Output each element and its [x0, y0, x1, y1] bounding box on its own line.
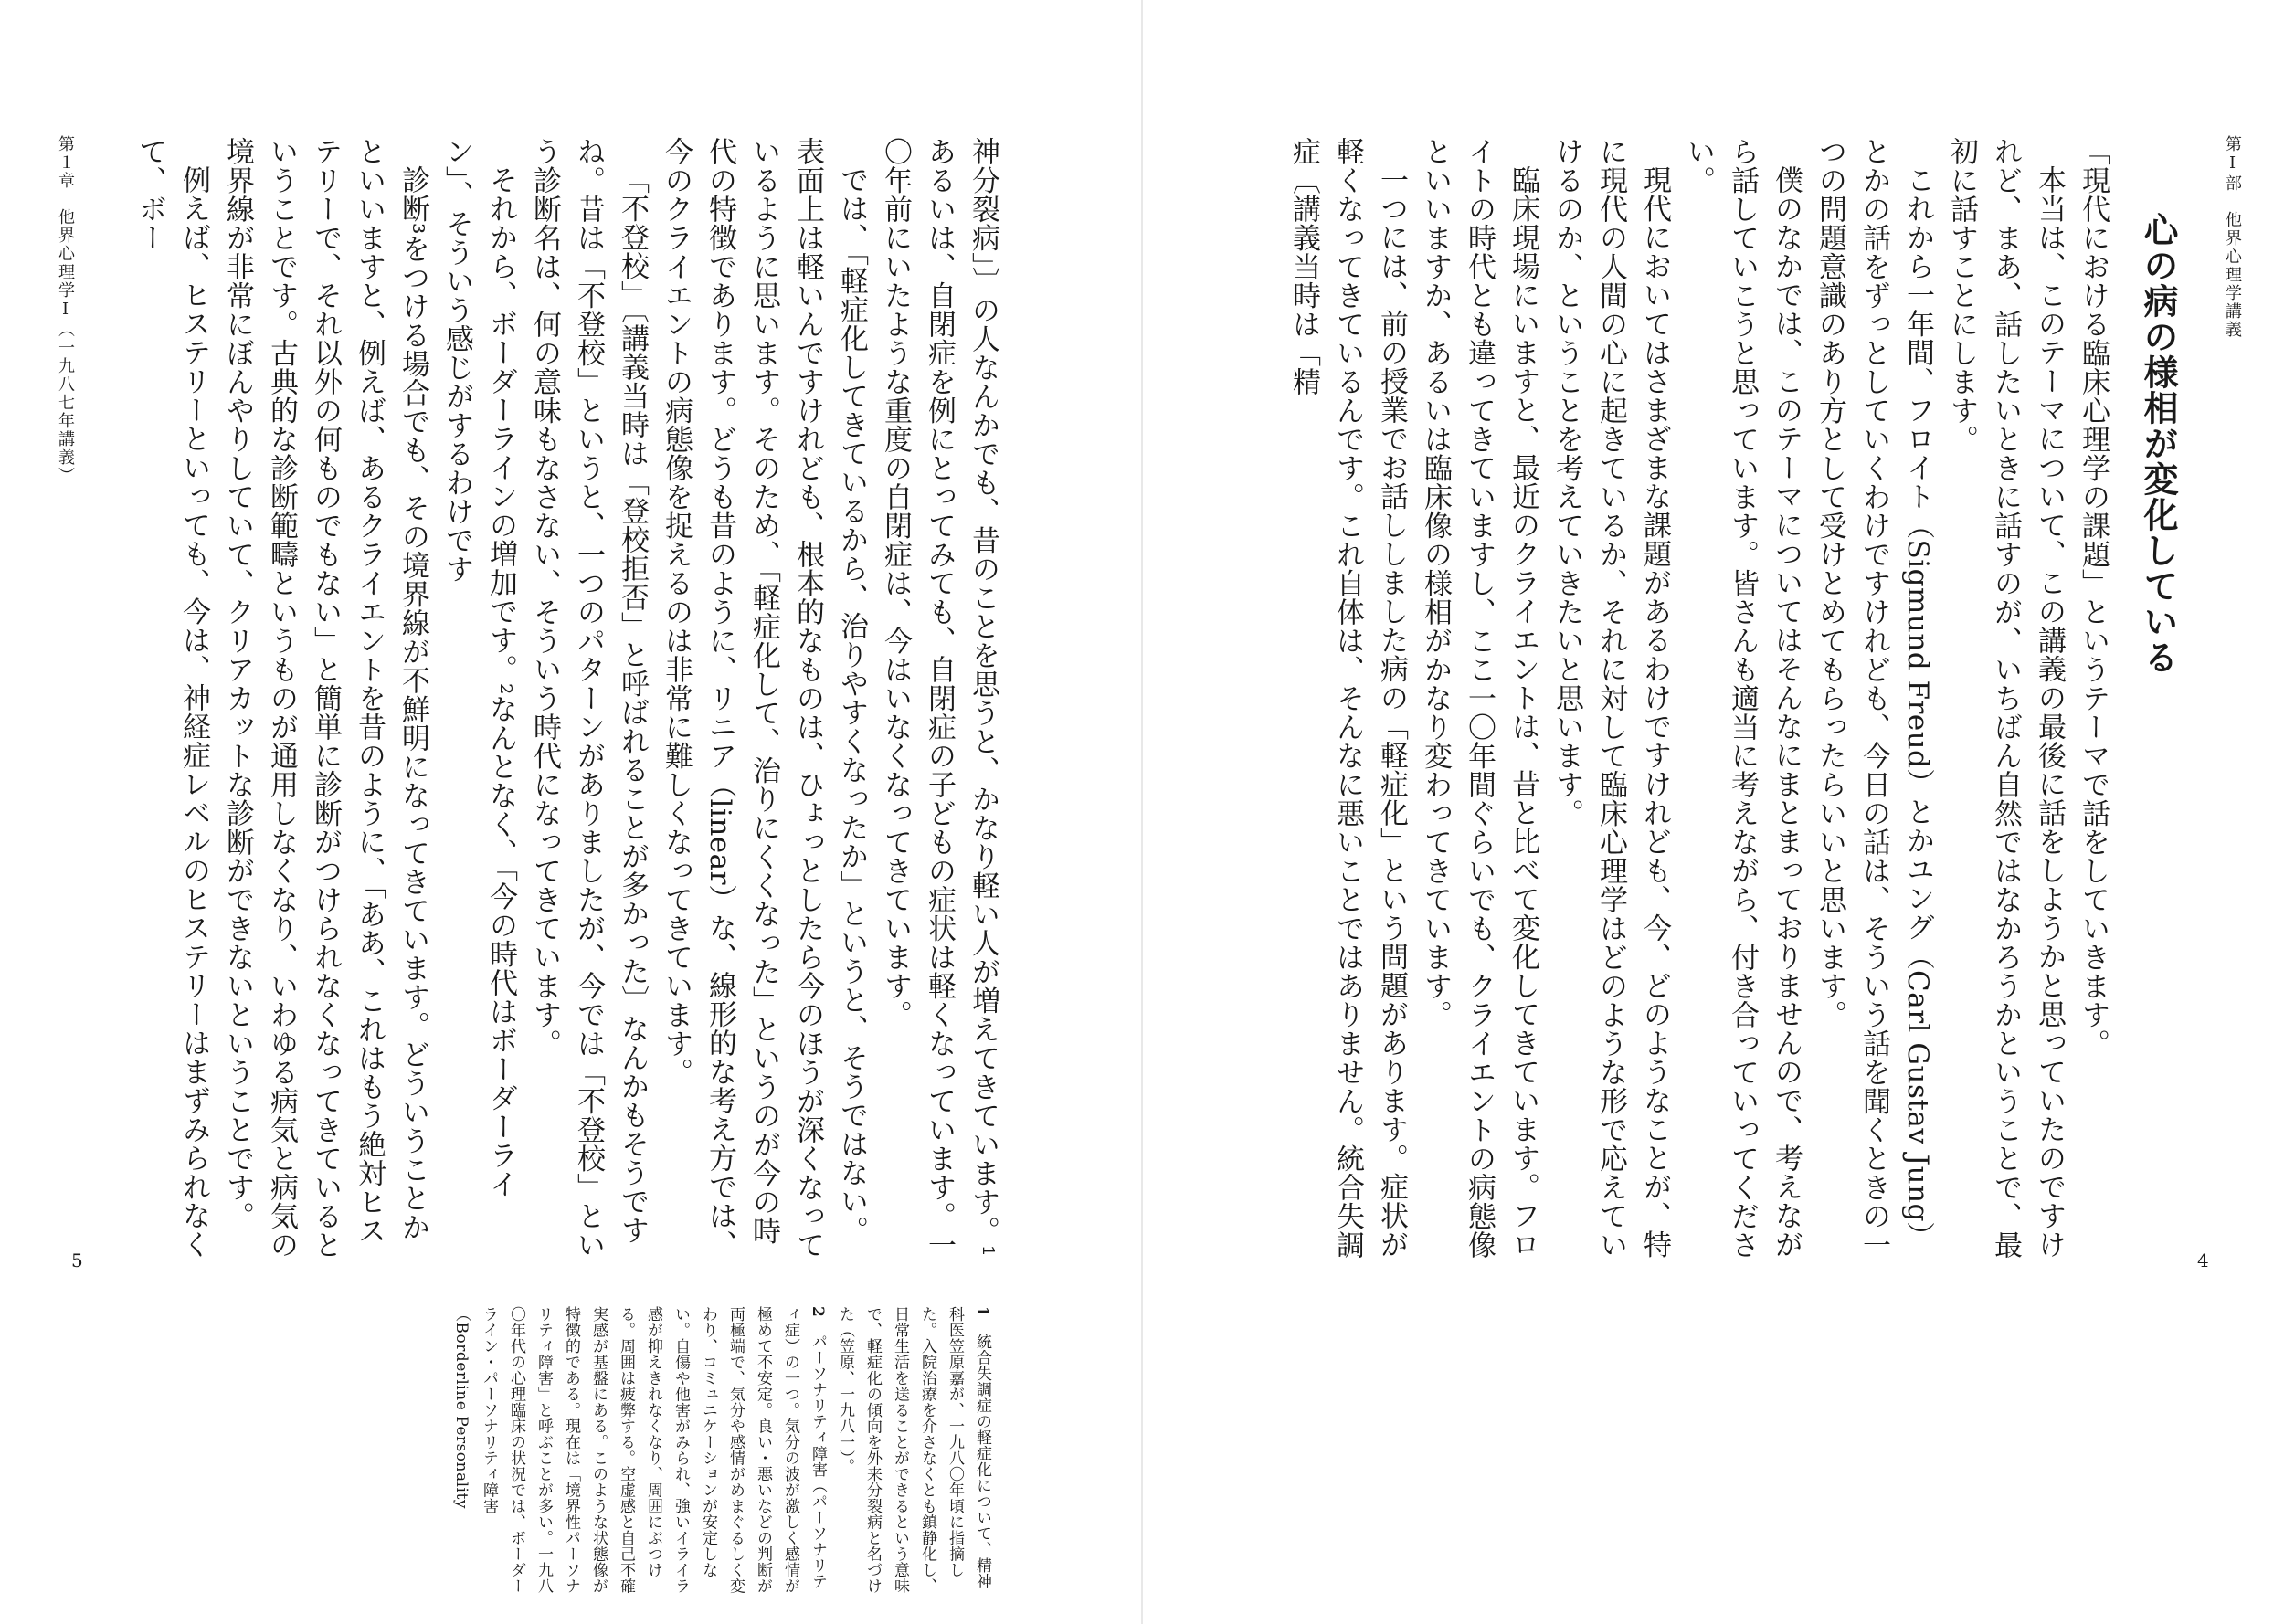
paragraph: 「現代における臨床心理学の課題」というテーマで話をしていきます。 [2077, 137, 2110, 1058]
footnote-number: 1 [973, 1306, 991, 1318]
paragraph: では、「軽症化してきているから、治りやすくなったか」というと、そうではない。表面上は軽いんですけれども、根本的なものは、ひょっとしたら今のほうが深くなっているように思います。そのため、「軽症化して、治りにくくなった」というのが今の時代の特徴であります。どうも昔のように、リニア（linear）な、線形的な考え方では、今のクライエントの病態像を捉えるのは非常に難しくなってきています。 [660, 137, 868, 1260]
paragraph: 臨床現場にいますと、最近のクライエントは、昔と比べて変化してきています。フロイトの時代とも違ってきていますし、ここ一〇年間ぐらいでも、クライエントの病態像といいますか、あるいは臨床像の様相がかなり変わってきています。 [1419, 137, 1539, 1260]
body-text-right [1287, 137, 2115, 1270]
footnote [831, 1306, 996, 1598]
paragraph: それから、ボーダーラインの増加です。²なんとなく、「今の時代はボーダーライン」、そういう感じがするわけです [440, 137, 517, 1199]
body-text-left [133, 137, 1005, 1270]
paragraph: 「不登校」〔講義当時は「登校拒否」と呼ばれることが多かった〕なんかもそうですね。昔は「不登校」というと、一つのパターンがありましたが、今では「不登校」という診断名は、何の意味もなさない、そういう時代になってきています。 [528, 137, 649, 1260]
paragraph: 神分裂病」〕の人なんかでも、昔のことを思うと、かなり軽い人が増えてきています。¹あるいは、自閉症を例にとってみても、自閉症の子どもの症状は軽くなっています。一〇年前にいたような重度の自閉症は、今はいなくなってきています。 [879, 137, 999, 1260]
footnote-number: 2 [809, 1306, 827, 1318]
footnote-text: パーソナリティ障害（パーソナリティ症）の一つ。気分の波が激しく感情が極めて不安定。良い・悪いなどの判断が両極端で、気分や感情がめまぐるしく変わり、コミュニケーションが安定しない。自傷や他害がみられ、強いイライラ感が抑えきれなくなり、周囲にぶつける。周囲は疲弊する。空虚感と自己不確実感が基盤にある。このような状態像が特徴的である。現在は「境界性パーソナリティ障害」と呼ぶことが多い。一九八〇年代の心理臨床の状況では、ボーダーライン・パーソナリティ障害（Borderline Personality [452, 1306, 827, 1594]
running-head-left: 第１章 他界心理学Ⅰ（一九八七年講義） [56, 135, 75, 485]
page-number-left: 5 [71, 1250, 83, 1271]
footnote [448, 1306, 831, 1598]
footnotes [448, 1306, 996, 1598]
paragraph: 一つには、前の授業でお話ししました病の「軽症化」という問題があります。症状が軽くなってきているんです。これ自体は、そんなに悪いことではありません。統合失調症〔講義当時は「精 [1287, 137, 1408, 1260]
paragraph: 診断³をつける場合でも、その境界線が不鮮明になってきています。どういうことかといいますと、例えば、あるクライエントを昔のように、「ああ、これはもう絶対ヒステリーで、それ以外の何ものでもない」と簡単に診断がつけられなくなってきているということです。古典的な診断範疇というものが通用しなくなり、いわゆる病気と病気の境界線が非常にぼんやりしていて、クリアカットな診断ができないということです。 [221, 137, 429, 1260]
paragraph: これから一年間、フロイト（Sigmund Freud）とかユング（Carl Gustav Jung）とかの話をずっとしていくわけですけれども、今日の話は、そういう話を聞くときの一つの問題意識のあり方として受けとめてもらったらいいと思います。 [1813, 137, 1934, 1260]
paragraph: 現代においてはさまざまな課題があるわけですけれども、今、どのようなことが、特に現代の人間の心に起きているか、それに対して臨床心理学はどのような形で応えていけるのか、ということを考えていきたいと思います。 [1550, 137, 1671, 1260]
footnote-text: 統合失調症の軽症化について、精神科医笠原嘉が、一九八〇年頃に指摘した。入院治療を介さなくとも鎮静化し、日常生活を送ることができるという意味で、軽症化の傾向を外来分裂病と名づけた（笠原、一九八一）。 [836, 1306, 991, 1594]
section-heading: 心の病の様相が変化している [2138, 212, 2178, 675]
paragraph: 例えば、ヒステリーといっても、今は、神経症レベルのヒステリーはまずみられなくて、ボー [133, 137, 210, 1259]
paragraph: 僕のなかでは、このテーマについてはそんなにまとまっておりませんので、考えながら話していこうと思っています。皆さんも適当に考えながら、付き合っていってください。 [1682, 137, 1803, 1260]
paragraph: 本当は、このテーマについて、この講義の最後に話をしようかと思っていたのですけれど、まあ、話したいときに話すのが、いちばん自然ではなかろうかということで、最初に話すことにします。 [1945, 137, 2066, 1260]
page-number-right: 4 [2197, 1250, 2209, 1271]
gutter [1141, 0, 1143, 1624]
running-head-right: 第Ⅰ部 他界心理学講義 [2223, 135, 2242, 339]
